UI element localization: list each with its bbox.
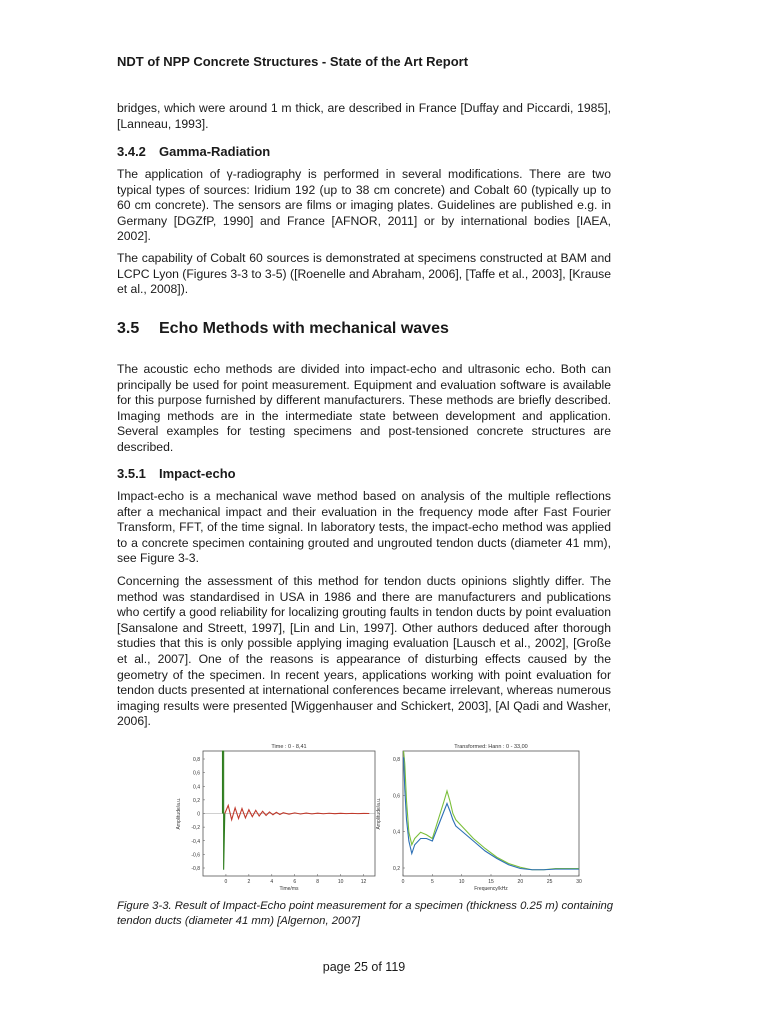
heading-number: 3.5.1 bbox=[117, 466, 146, 481]
heading-echo-methods bbox=[117, 320, 449, 338]
heading-text: Gamma-Radiation bbox=[159, 144, 271, 159]
x-tick-label: 15 bbox=[488, 879, 494, 885]
x-tick-label: 4 bbox=[270, 879, 274, 885]
x-tick-label: 6 bbox=[293, 879, 297, 885]
heading-text: Echo Methods with mechanical waves bbox=[159, 320, 449, 337]
chart-title: Time : 0 - 8,41 bbox=[271, 744, 307, 750]
paragraph-bridges: bridges, which were around 1 m thick, are described in France [Duffay and Piccardi, 1985], [Lanneau, 1993]. bbox=[117, 101, 611, 131]
time-signal-chart bbox=[176, 744, 375, 892]
x-tick-label: 20 bbox=[517, 879, 524, 885]
heading-gamma-radiation bbox=[117, 144, 270, 159]
x-tick-label: 10 bbox=[458, 879, 465, 885]
x-tick-label: 0 bbox=[224, 879, 228, 885]
paragraph-cobalt: The capability of Cobalt 60 sources is demonstrated at specimens constructed at BAM and LCPC Lyon (Figures 3-3 to 3-5) ([Roenelle and Abraham, 2006], [Taffe et al., 2003], [Krause et al., 2008]). bbox=[117, 251, 611, 297]
y-tick-label: -0,2 bbox=[191, 825, 200, 832]
y-axis-label: Amplitude/a.u. bbox=[176, 797, 182, 830]
x-tick-label: 0 bbox=[401, 879, 405, 885]
y-tick-label: -0,4 bbox=[191, 838, 200, 845]
y-tick-label: -0,6 bbox=[191, 852, 200, 859]
y-tick-label: 0,2 bbox=[393, 866, 400, 872]
figure-3-3 bbox=[175, 739, 583, 894]
frequency-spectrum-chart bbox=[376, 744, 582, 892]
paragraph-gamma-radiography: The application of γ-radiography is performed in several modifications. There are two typical types of sources: Iridium 192 (up to 38 cm concrete) and Cobalt 60 (typically up to 60 cm concrete). The sensors are films or imaging plates. Guidelines are published e.g. in Germany [DGZfP, 1990] and France [AFNOR, 2011] or by international bodies [IAEA, 2002]. bbox=[117, 167, 611, 244]
report-header: NDT of NPP Concrete Structures - State of the Art Report bbox=[117, 54, 469, 69]
chart-title: Transformed: Hann : 0 - 33,00 bbox=[454, 744, 528, 750]
heading-impact-echo bbox=[117, 466, 236, 481]
x-tick-label: 30 bbox=[576, 879, 582, 885]
y-axis-label: Amplitude/a.u. bbox=[376, 797, 382, 830]
paragraph-impact-echo: Impact-echo is a mechanical wave method based on analysis of the multiple reflections after a mechanical impact and their evaluation in the frequency mode after Fast Fourier Transform, FFT, of the time signal. In laboratory tests, the impact-echo method was applied to a concrete specimen containing grouted and ungrouted tendon ducts (diameter 41 mm), see Figure 3-3. bbox=[117, 489, 611, 566]
paragraph-assessment: Concerning the assessment of this method for tendon ducts opinions slightly differ. The method was standardised in USA in 1986 and there are manufacturers and publications who certify a good reliability for localizing grouting faults in tendon ducts by point evaluation [Sansalone and Streett, 1997], [Lin and Lin, 1997]. Other authors deduced after thorough studies that this is only possible applying imaging evaluation [Lausch et al., 2002], [Große et al., 2007]. One of the reasons is appearance of disturbing effects caused by the geometry of the specimen. In recent years, applications working with point evaluation for tendon ducts presented at international conferences became irrelevant, whereas numerous imaging results were presented [Wiggenhauser and Schickert, 2003], [Al Qadi and Washer, 2006]. bbox=[117, 574, 611, 729]
plot-frame bbox=[403, 751, 579, 876]
x-axis-label: Frequency/kHz bbox=[474, 886, 508, 892]
x-tick-label: 5 bbox=[430, 879, 434, 885]
x-tick-label: 2 bbox=[247, 879, 251, 885]
y-tick-label: 0,6 bbox=[193, 770, 200, 777]
figure-caption: Figure 3-3. Result of Impact-Echo point measurement for a specimen (thickness 0.25 m) containing tendon ducts (diameter 41 mm) [Algernon, 2007] bbox=[117, 900, 614, 927]
x-tick-label: 25 bbox=[546, 879, 553, 885]
x-axis-label: Time/ms bbox=[279, 886, 299, 892]
heading-text: Impact-echo bbox=[159, 466, 236, 481]
y-tick-label: 0,6 bbox=[393, 793, 400, 800]
y-tick-label: 0,4 bbox=[393, 829, 400, 836]
y-tick-label: 0,8 bbox=[393, 757, 400, 763]
page-number: page 25 of 119 bbox=[322, 960, 406, 974]
y-tick-label: 0,2 bbox=[193, 797, 200, 804]
heading-number: 3.5 bbox=[117, 320, 140, 337]
y-tick-label: 0 bbox=[197, 811, 200, 818]
paragraph-acoustic-echo: The acoustic echo methods are divided into impact-echo and ultrasonic echo. Both can principally be used for point measurement. Equipment and evaluation software is available for this purpose furnished by different manufacturers. These methods are briefly described. Imaging methods are in the intermediate state between development and application. Several examples for testing specimens and post-tensioned concrete structures are described. bbox=[117, 362, 611, 454]
y-tick-label: 0,8 bbox=[193, 757, 200, 763]
y-tick-label: 0,4 bbox=[193, 784, 200, 791]
y-tick-label: -0,8 bbox=[191, 866, 200, 872]
x-tick-label: 12 bbox=[360, 879, 367, 885]
x-tick-label: 10 bbox=[337, 879, 344, 885]
x-tick-label: 8 bbox=[316, 879, 320, 885]
heading-number: 3.4.2 bbox=[117, 144, 146, 159]
